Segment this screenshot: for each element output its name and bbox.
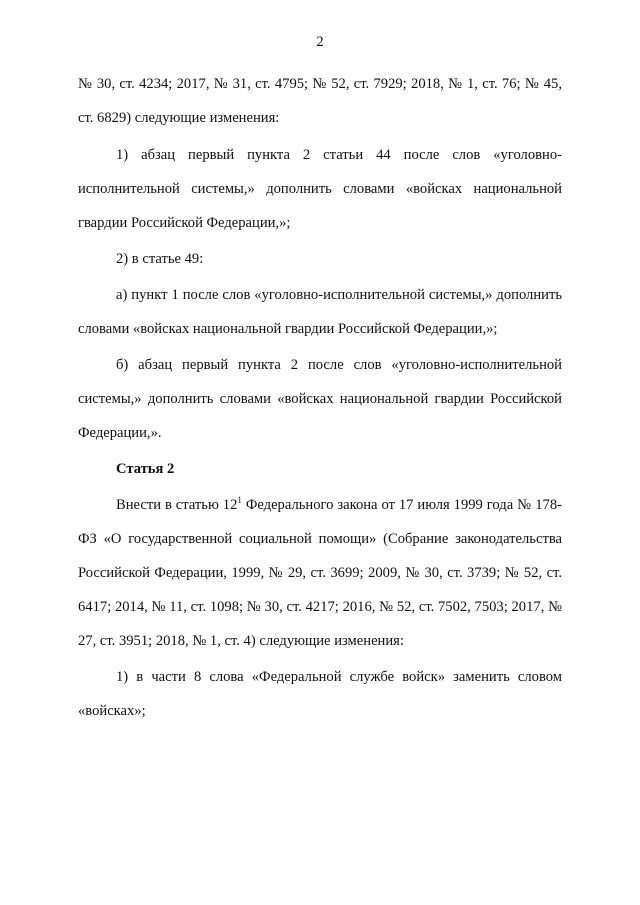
article-intro-rest: Федерального закона от 17 июля 1999 года № 178-ФЗ «О государственной социальной помощи» (Собрание законодательства Российской Федерации, 1999, № 29, ст. 3699; 2009, № 30, ст. 3739; № 52, ст. 6417; 2014, № 11, ст. 1098; № 30, ст. 4217; 2016, № 52, ст. 7502, 7503; 2017, № 27, ст. 3951; 2018, № 1, ст. 4) следующие изменения: [78,497,562,649]
paragraph-article-item-1: 1) в части 8 слова «Федеральной службе войск» заменить словом «войсках»; [78,669,562,719]
paragraph-item-2: 2) в статье 49: [116,251,204,267]
document-body [78,67,562,728]
paragraph-item-1: 1) абзац первый пункта 2 статьи 44 после слов «уголовно-исполнительной системы,» дополнить словами «войсках национальной гвардии Российской Федерации,»; [78,147,562,231]
paragraph-article-intro [78,488,562,658]
paragraph-item-b: б) абзац первый пункта 2 после слов «уголовно-исполнительной системы,» дополнить словами «войсках национальной гвардии Российской Федерации,». [78,357,562,441]
page-number: 2 [316,34,324,50]
superscript-number: 1 [237,495,242,505]
article-intro-start: Внести в статью 12 [116,497,238,513]
article-heading: Статья 2 [116,461,175,477]
paragraph-continuation: № 30, ст. 4234; 2017, № 31, ст. 4795; № 52, ст. 7929; 2018, № 1, ст. 76; № 45, ст. 6829) следующие изменения: [78,76,562,126]
paragraph-item-a: а) пункт 1 после слов «уголовно-исполнительной системы,» дополнить словами «войсках национальной гвардии Российской Федерации,»; [78,287,562,337]
